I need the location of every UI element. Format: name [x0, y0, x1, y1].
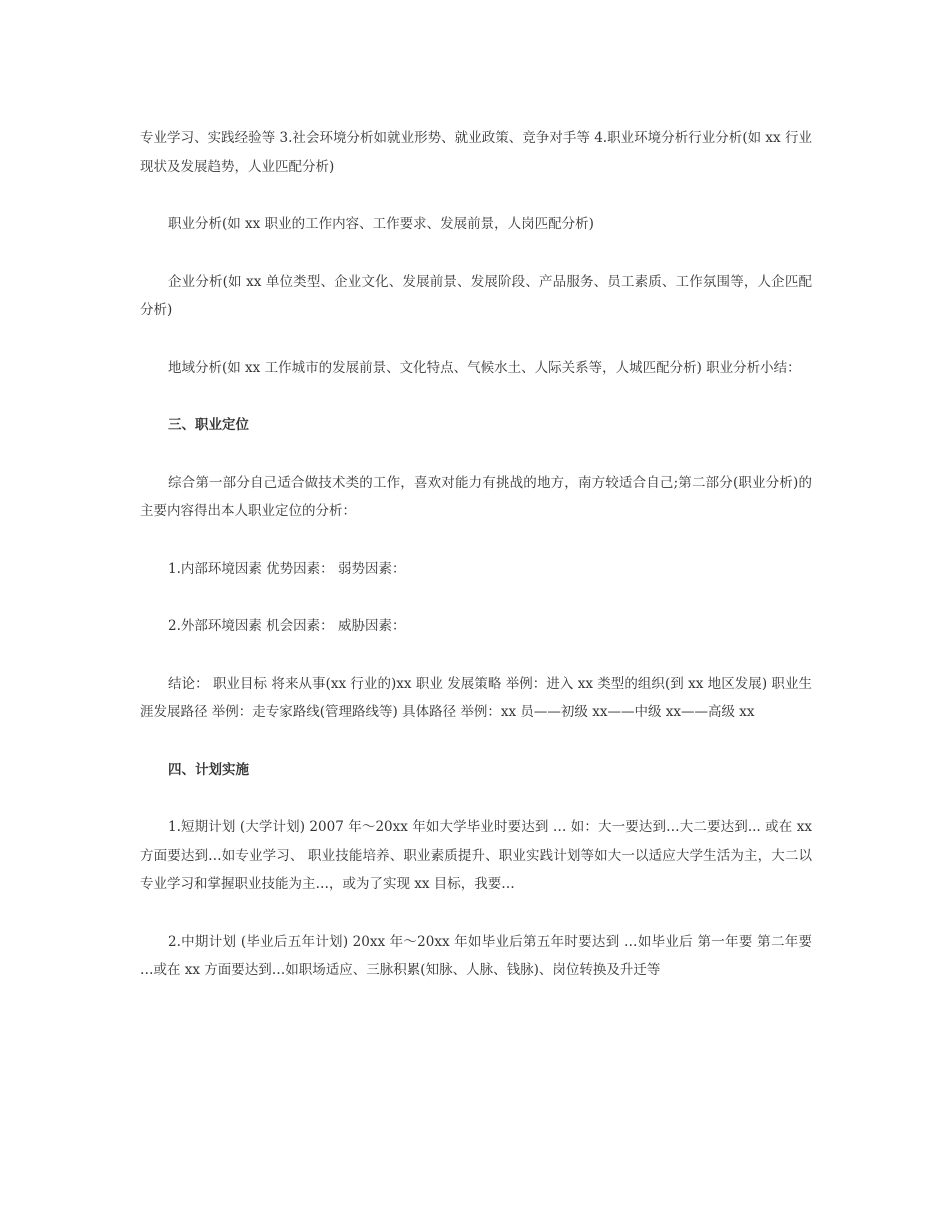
document-body — [140, 124, 812, 1014]
paragraph-internal-factors: 1.内部环境因素 优势因素： 弱势因素： — [168, 560, 406, 577]
paragraph-conclusion: 结论： 职业目标 将来从事(xx 行业的)xx 职业 发展策略 举例：进入 xx 类型的组织(到 xx 地区发展) 职业生涯发展路径 举例：走专家路线(管理路线等) 具体路径 举例：xx 员——初级 xx——中级 xx——高级 xx — [140, 675, 812, 720]
section-heading-plan-implementation: 四、计划实施 — [168, 761, 249, 778]
paragraph-enterprise-analysis: 企业分析(如 xx 单位类型、企业文化、发展前景、发展阶段、产品服务、员工素质、工作氛围等，人企匹配分析) — [140, 273, 812, 318]
paragraph-region-analysis: 地域分析(如 xx 工作城市的发展前景、文化特点、气候水土、人际关系等，人城匹配分析) 职业分析小结： — [168, 359, 801, 376]
section-heading-career-positioning: 三、职业定位 — [168, 417, 249, 433]
paragraph-positioning-summary: 综合第一部分自己适合做技术类的工作，喜欢对能力有挑战的地方，南方较适合自己;第二部分(职业分析)的主要内容得出本人职业定位的分析： — [140, 474, 812, 519]
paragraph-mid-term-plan: 2.中期计划 (毕业后五年计划) 20xx 年～20xx 年如毕业后第五年时要达到 …如毕业后 第一年要 第二年要 …或在 xx 方面要达到…如职场适应、三脉积累(知脉、人脉、钱脉)、岗位转换及升迁等 — [140, 933, 812, 978]
paragraph-external-factors: 2.外部环境因素 机会因素： 威胁因素： — [168, 618, 406, 634]
paragraph-short-term-plan: 1.短期计划 (大学计划) 2007 年～20xx 年如大学毕业时要达到 … 如：大一要达到…大二要达到... 或在 xx 方面要达到…如专业学习、 职业技能培养、职业素质提升、职业实践计划等如大一以适应大学生活为主，大二以专业学习和掌握职业技能为主…，或为了实现 xx 目标，我要… — [140, 819, 812, 892]
paragraph-environment-analysis: 专业学习、实践经验等 3.社会环境分析如就业形势、就业政策、竞争对手等 4.职业环境分析行业分析(如 xx 行业现状及发展趋势，人业匹配分析) — [140, 130, 812, 175]
paragraph-occupation-analysis: 职业分析(如 xx 职业的工作内容、工作要求、发展前景，人岗匹配分析) — [168, 216, 594, 232]
